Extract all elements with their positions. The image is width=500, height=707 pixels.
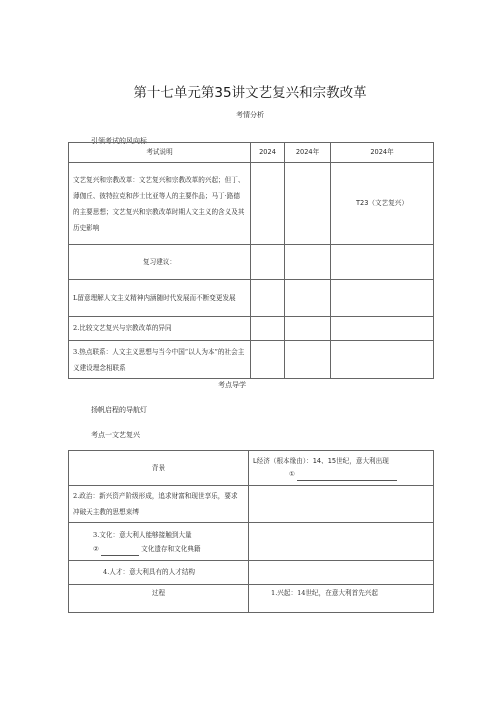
empty-cell <box>251 245 285 280</box>
header-year-1: 2024 <box>251 143 285 163</box>
empty-cell <box>251 280 285 317</box>
culture-text: 3.文化：意大利人能够接触到大量 <box>93 530 192 539</box>
section-heading-exam: 考情分析 <box>236 111 264 119</box>
section-heading-study: 考点导学 <box>218 381 246 389</box>
economy-cell <box>249 451 434 486</box>
suggestion-3: 3.热点联系：人文主义思想与当今中国“以人为本”的社会主义建设理念相联系 <box>69 341 251 379</box>
guide-label: 引领考试的风向标 <box>91 137 147 145</box>
page-title: 第十七单元第35讲文艺复兴和宗教改革 <box>133 85 367 101</box>
empty-cell <box>249 486 434 523</box>
empty-cell <box>331 245 434 280</box>
empty-cell <box>251 341 285 379</box>
empty-cell <box>331 341 434 379</box>
empty-cell <box>251 317 285 341</box>
suggestion-1: L留意理解人文主义精神内涵随时代发展而不断变更发展 <box>69 280 251 317</box>
empty-cell <box>285 163 331 245</box>
review-label: 复习建议： <box>69 245 251 280</box>
background-label: 背景 <box>69 451 249 486</box>
empty-cell <box>285 341 331 379</box>
sail-label: 扬帆启程的导航灯 <box>91 406 147 414</box>
empty-cell <box>249 561 434 585</box>
talent-cell: 4.人才：意大利具有的人才结构 <box>69 561 249 585</box>
empty-cell <box>285 245 331 280</box>
economy-text: L经济（根本缘由）：14、15世纪，意大利出现 <box>253 457 389 465</box>
blank-marker-2: ② <box>93 544 99 553</box>
process-cell: 1.兴起：14世纪，在意大利首先兴起 <box>249 585 434 613</box>
blank-marker-1: ① <box>289 470 295 478</box>
empty-cell <box>285 280 331 317</box>
suggestion-2: 2.比较文艺复兴与宗教改革的异同 <box>69 317 251 341</box>
culture-text-2: 文化遗存和文化典籍 <box>141 544 201 553</box>
header-exam-notes: 考试说明 <box>69 143 251 163</box>
culture-cell <box>69 523 249 561</box>
empty-cell <box>285 317 331 341</box>
renaissance-table <box>68 450 434 613</box>
answer-blank-1[interactable] <box>297 480 397 481</box>
point-one-heading: 考点一文艺复兴 <box>91 431 140 439</box>
empty-cell <box>249 523 434 561</box>
empty-cell <box>331 280 434 317</box>
answer-blank-2[interactable] <box>101 555 139 556</box>
empty-cell <box>331 317 434 341</box>
header-year-2: 2024年 <box>285 143 331 163</box>
process-label: 过程 <box>69 585 249 613</box>
exam-analysis-table <box>68 142 434 379</box>
politics-cell: 2.政治：新兴资产阶级形成，追求财富和现世享乐，要求冲破天主教的思想束缚 <box>69 486 249 523</box>
exam-question-cell: T23（文艺复兴） <box>331 163 434 245</box>
empty-cell <box>251 163 285 245</box>
header-year-3: 2024年 <box>331 143 434 163</box>
exam-notes-cell: 文艺复兴和宗教改革：文艺复兴和宗教改革的兴起；但丁、薄伽丘、彼特拉克和莎士比亚等人的主要作品；马丁·路德的主要思想；文艺复兴和宗教改革时期人文主义的含义及其历史影响 <box>69 163 251 245</box>
